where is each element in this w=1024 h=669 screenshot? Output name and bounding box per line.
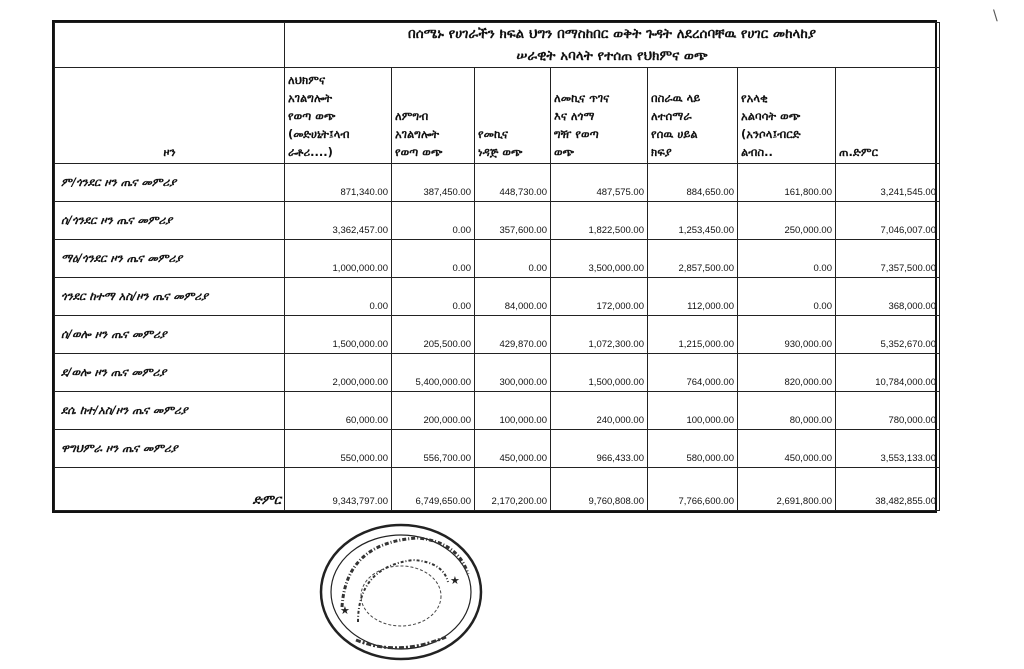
medical-value-cell: 550,000.00 bbox=[285, 430, 392, 468]
vehicle-value-cell: 84,000.00 bbox=[475, 278, 551, 316]
table-row bbox=[55, 316, 940, 354]
labor-value-cell: 580,000.00 bbox=[648, 430, 738, 468]
header-food: ለምግብ አገልግሎት የወጣ ወጭ bbox=[392, 68, 475, 164]
table-row bbox=[55, 354, 940, 392]
zone-name-cell: ሰ/ወሎ ዞን ጤና መምሪያ bbox=[55, 316, 285, 354]
total-value-cell: 780,000.00 bbox=[836, 392, 940, 430]
svg-text:★: ★ bbox=[340, 604, 350, 617]
table-row bbox=[55, 392, 940, 430]
vehicle-value-cell: 450,000.00 bbox=[475, 430, 551, 468]
medical-value-cell: 1,000,000.00 bbox=[285, 240, 392, 278]
food-value-cell: 0.00 bbox=[392, 240, 475, 278]
vehicle-value-cell: 429,870.00 bbox=[475, 316, 551, 354]
total-value-cell: 7,046,007.00 bbox=[836, 202, 940, 240]
labor-value-cell: 1,215,000.00 bbox=[648, 316, 738, 354]
table-row bbox=[55, 202, 940, 240]
repair-value-cell: 1,500,000.00 bbox=[551, 354, 648, 392]
table-row bbox=[55, 240, 940, 278]
table-row bbox=[55, 430, 940, 468]
total-value-cell: 3,553,133.00 bbox=[836, 430, 940, 468]
header-medical: ለህክምና አገልግሎት የወጣ ወጭ (መድሀኒት፤ላብ ራቶሪ....) bbox=[285, 68, 392, 164]
total-value-cell: 368,000.00 bbox=[836, 278, 940, 316]
title-line-2: ሠራዊት አባላት የተሰጠ የህክምና ወጭ bbox=[516, 48, 708, 64]
medical-total-cell: 9,343,797.00 bbox=[285, 468, 392, 511]
title-line-1: በሰሜኑ የሀገራችን ክፍል ህግን በማስከበር ወቅት ጉዳት ለደረሰባቸዉ የሀገር መከላከያ bbox=[408, 26, 816, 42]
zone-name-cell: ደሴ ከተ/አስ/ዞን ጤና መምሪያ bbox=[55, 392, 285, 430]
clothing-value-cell: 0.00 bbox=[738, 240, 836, 278]
zone-name-cell: ጎንደር ከተማ አስ/ዞን ጤና መምሪያ bbox=[55, 278, 285, 316]
repair-value-cell: 1,822,500.00 bbox=[551, 202, 648, 240]
header-zone: ዞን bbox=[55, 68, 285, 164]
header-row bbox=[55, 68, 940, 164]
total-value-cell: 10,784,000.00 bbox=[836, 354, 940, 392]
header-clothing: የአላቂ አልባሳት ወጭ (አንሶላ፤ብርድ ልብስ.. bbox=[738, 68, 836, 164]
clothing-value-cell: 161,800.00 bbox=[738, 164, 836, 202]
totals-label: ድምር bbox=[55, 468, 285, 511]
vehicle-total-cell: 2,170,200.00 bbox=[475, 468, 551, 511]
total-value-cell: 3,241,545.00 bbox=[836, 164, 940, 202]
repair-value-cell: 966,433.00 bbox=[551, 430, 648, 468]
total-value-cell: 5,352,670.00 bbox=[836, 316, 940, 354]
labor-value-cell: 884,650.00 bbox=[648, 164, 738, 202]
blank-corner-cell bbox=[55, 23, 285, 68]
total-total-cell: 38,482,855.00 bbox=[836, 468, 940, 511]
labor-value-cell: 100,000.00 bbox=[648, 392, 738, 430]
expense-sheet bbox=[52, 20, 937, 513]
food-value-cell: 387,450.00 bbox=[392, 164, 475, 202]
clothing-value-cell: 0.00 bbox=[738, 278, 836, 316]
repair-value-cell: 487,575.00 bbox=[551, 164, 648, 202]
repair-value-cell: 240,000.00 bbox=[551, 392, 648, 430]
vehicle-value-cell: 0.00 bbox=[475, 240, 551, 278]
zone-name-cell: ደ/ወሎ ዞን ጤና መምሪያ bbox=[55, 354, 285, 392]
total-value-cell: 7,357,500.00 bbox=[836, 240, 940, 278]
table-row bbox=[55, 278, 940, 316]
corner-mark: \ bbox=[993, 8, 998, 24]
svg-text:★: ★ bbox=[450, 574, 460, 587]
food-value-cell: 0.00 bbox=[392, 278, 475, 316]
zone-name-cell: ሰ/ጎንደር ዞን ጤና መምሪያ bbox=[55, 202, 285, 240]
labor-value-cell: 764,000.00 bbox=[648, 354, 738, 392]
medical-value-cell: 1,500,000.00 bbox=[285, 316, 392, 354]
vehicle-value-cell: 357,600.00 bbox=[475, 202, 551, 240]
table-row bbox=[55, 164, 940, 202]
food-value-cell: 5,400,000.00 bbox=[392, 354, 475, 392]
food-value-cell: 205,500.00 bbox=[392, 316, 475, 354]
medical-value-cell: 60,000.00 bbox=[285, 392, 392, 430]
repair-total-cell: 9,760,808.00 bbox=[551, 468, 648, 511]
clothing-total-cell: 2,691,800.00 bbox=[738, 468, 836, 511]
vehicle-value-cell: 100,000.00 bbox=[475, 392, 551, 430]
header-total: ጠ.ድምር bbox=[836, 68, 940, 164]
zone-name-cell: ማዕ/ጎንደር ዞን ጤና መምሪያ bbox=[55, 240, 285, 278]
clothing-value-cell: 450,000.00 bbox=[738, 430, 836, 468]
vehicle-value-cell: 300,000.00 bbox=[475, 354, 551, 392]
medical-value-cell: 871,340.00 bbox=[285, 164, 392, 202]
repair-value-cell: 3,500,000.00 bbox=[551, 240, 648, 278]
zone-name-cell: ም/ጎንደር ዞን ጤና መምሪያ bbox=[55, 164, 285, 202]
food-value-cell: 200,000.00 bbox=[392, 392, 475, 430]
labor-total-cell: 7,766,600.00 bbox=[648, 468, 738, 511]
food-value-cell: 0.00 bbox=[392, 202, 475, 240]
clothing-value-cell: 250,000.00 bbox=[738, 202, 836, 240]
labor-value-cell: 112,000.00 bbox=[648, 278, 738, 316]
medical-value-cell: 2,000,000.00 bbox=[285, 354, 392, 392]
zone-name-cell: ዋግህምራ ዞን ጤና መምሪያ bbox=[55, 430, 285, 468]
table-title bbox=[285, 23, 940, 68]
header-vehicle-repair: ለመኪና ጥገና እና ለጎማ ግዥ የወጣ ወጭ bbox=[551, 68, 648, 164]
clothing-value-cell: 80,000.00 bbox=[738, 392, 836, 430]
food-value-cell: 556,700.00 bbox=[392, 430, 475, 468]
medical-value-cell: 0.00 bbox=[285, 278, 392, 316]
header-vehicle-fuel: የመኪና ነዳጅ ወጭ bbox=[475, 68, 551, 164]
repair-value-cell: 172,000.00 bbox=[551, 278, 648, 316]
clothing-value-cell: 930,000.00 bbox=[738, 316, 836, 354]
repair-value-cell: 1,072,300.00 bbox=[551, 316, 648, 354]
medical-value-cell: 3,362,457.00 bbox=[285, 202, 392, 240]
official-seal-stamp bbox=[318, 522, 484, 662]
food-total-cell: 6,749,650.00 bbox=[392, 468, 475, 511]
labor-value-cell: 2,857,500.00 bbox=[648, 240, 738, 278]
labor-value-cell: 1,253,450.00 bbox=[648, 202, 738, 240]
header-labor: በስራዉ ላይ ለተሰማራ የሰዉ ሀይል ክፍያ bbox=[648, 68, 738, 164]
clothing-value-cell: 820,000.00 bbox=[738, 354, 836, 392]
expense-table bbox=[54, 22, 940, 511]
totals-row bbox=[55, 468, 940, 511]
vehicle-value-cell: 448,730.00 bbox=[475, 164, 551, 202]
